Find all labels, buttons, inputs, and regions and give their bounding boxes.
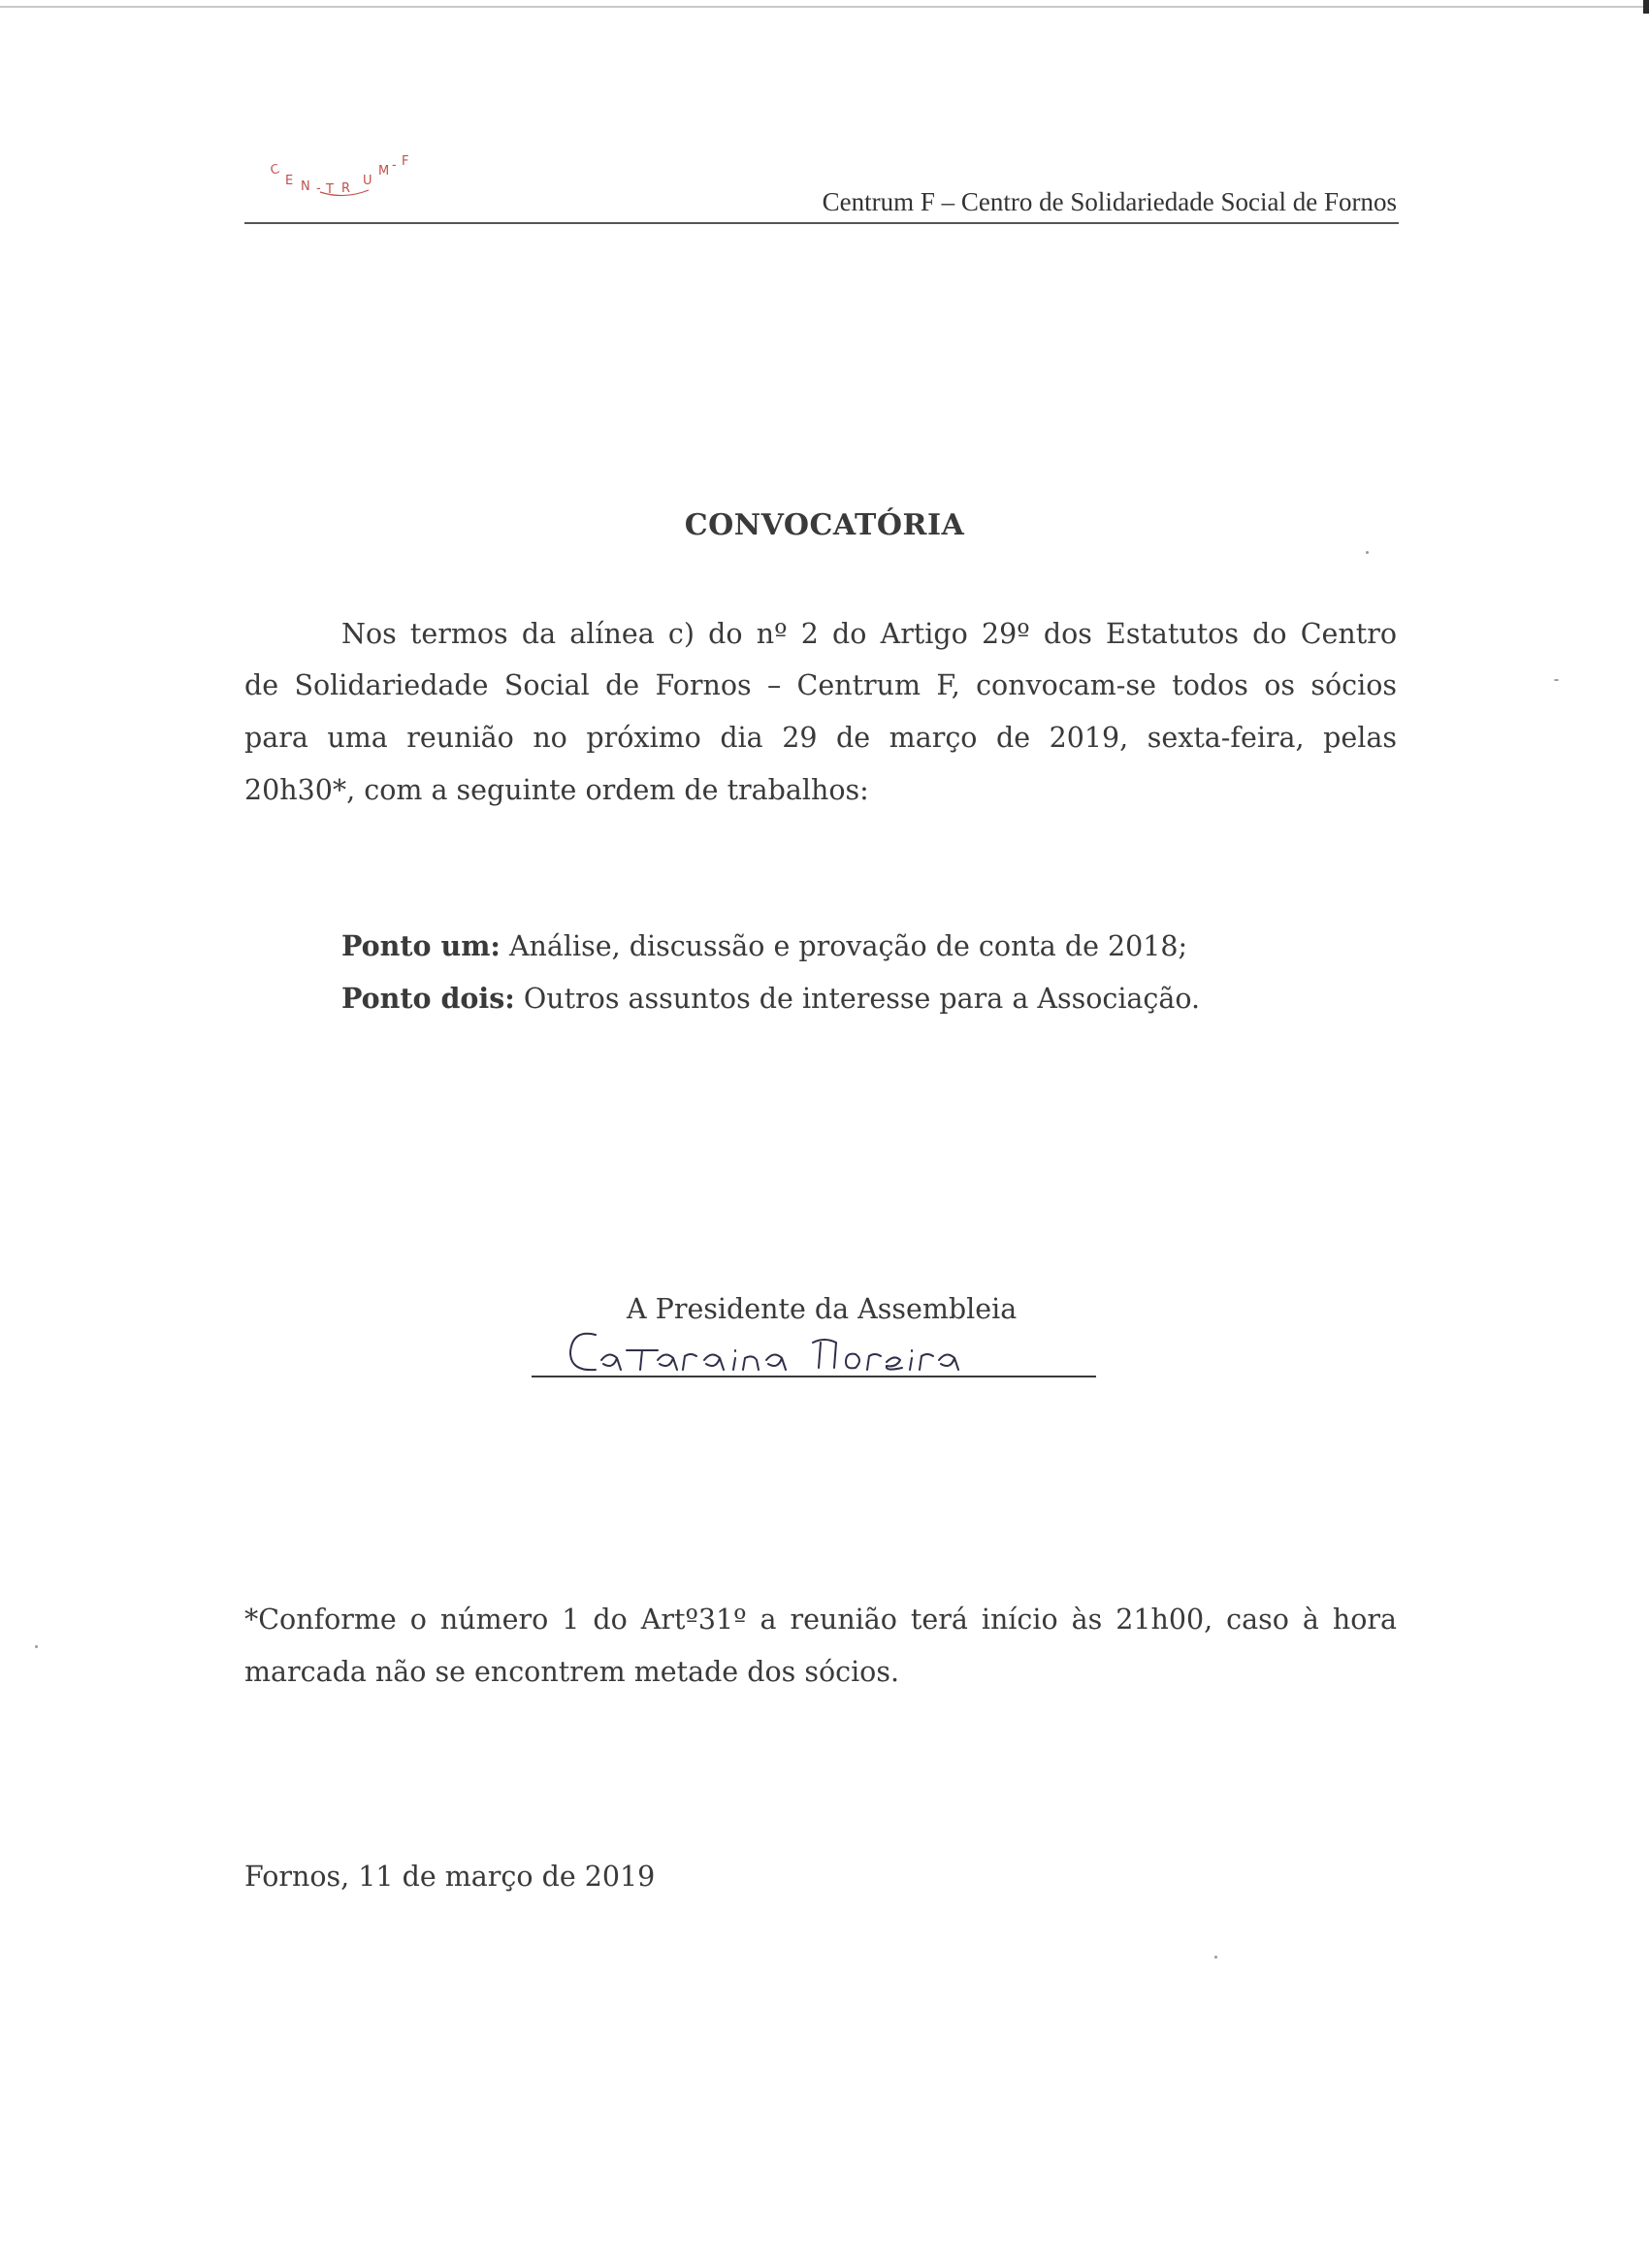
footnote-line: *Conforme o número 1 do Artº31º a reunião terá início às 21h00, caso à hora: [244, 1604, 1397, 1636]
svg-text:U: U: [363, 174, 372, 188]
place-date: Fornos, 11 de março de 2019: [244, 1861, 656, 1893]
svg-text:N: N: [301, 179, 310, 194]
organization-name: Centrum F – Centro de Solidariedade Social de Fornos: [822, 187, 1397, 216]
svg-text:E: E: [285, 174, 294, 188]
paragraph-line: 20h30*, com a seguinte ordem de trabalhos:: [244, 774, 869, 806]
organization-logo: [262, 146, 475, 213]
paragraph-line: para uma reunião no próximo dia 29 de março de 2019, sexta-feira, pelas: [244, 722, 1397, 754]
agenda-item-label: Ponto um:: [341, 929, 501, 962]
handwritten-signature: [563, 1321, 1009, 1383]
signer-title: A Presidente da Assembleia: [627, 1293, 1018, 1325]
scan-corner-mark: [1643, 0, 1649, 14]
agenda-item: [341, 982, 1200, 1015]
paragraph-line: de Solidariedade Social de Fornos – Centrum F, convocam-se todos os sócios: [244, 669, 1397, 701]
scan-speck: [1366, 551, 1369, 554]
agenda-item: [341, 929, 1187, 962]
svg-text:-: -: [316, 181, 321, 196]
scan-speck: [35, 1645, 38, 1648]
footnote-line: marcada não se encontrem metade dos sócios.: [244, 1656, 900, 1688]
svg-text:-: -: [392, 158, 397, 173]
svg-text:C: C: [269, 162, 281, 178]
scan-speck: [1214, 1956, 1217, 1959]
paragraph-line: Nos termos da alínea c) do nº 2 do Artigo 29º dos Estatutos do Centro: [341, 618, 1397, 650]
agenda-item-label: Ponto dois:: [341, 982, 515, 1015]
svg-text:R: R: [341, 181, 351, 196]
scan-speck: [1554, 679, 1559, 681]
document-title: CONVOCATÓRIA: [684, 508, 965, 542]
scan-edge: [0, 6, 1649, 8]
agenda-item-text: Outros assuntos de interesse para a Associação.: [514, 983, 1201, 1015]
svg-text:F: F: [402, 154, 409, 169]
agenda-item-text: Análise, discussão e provação de conta de 2018;: [500, 930, 1188, 962]
signature-line: [532, 1376, 1096, 1377]
header-divider: [244, 222, 1399, 224]
svg-text:M: M: [378, 164, 390, 178]
svg-text:T: T: [326, 182, 334, 197]
